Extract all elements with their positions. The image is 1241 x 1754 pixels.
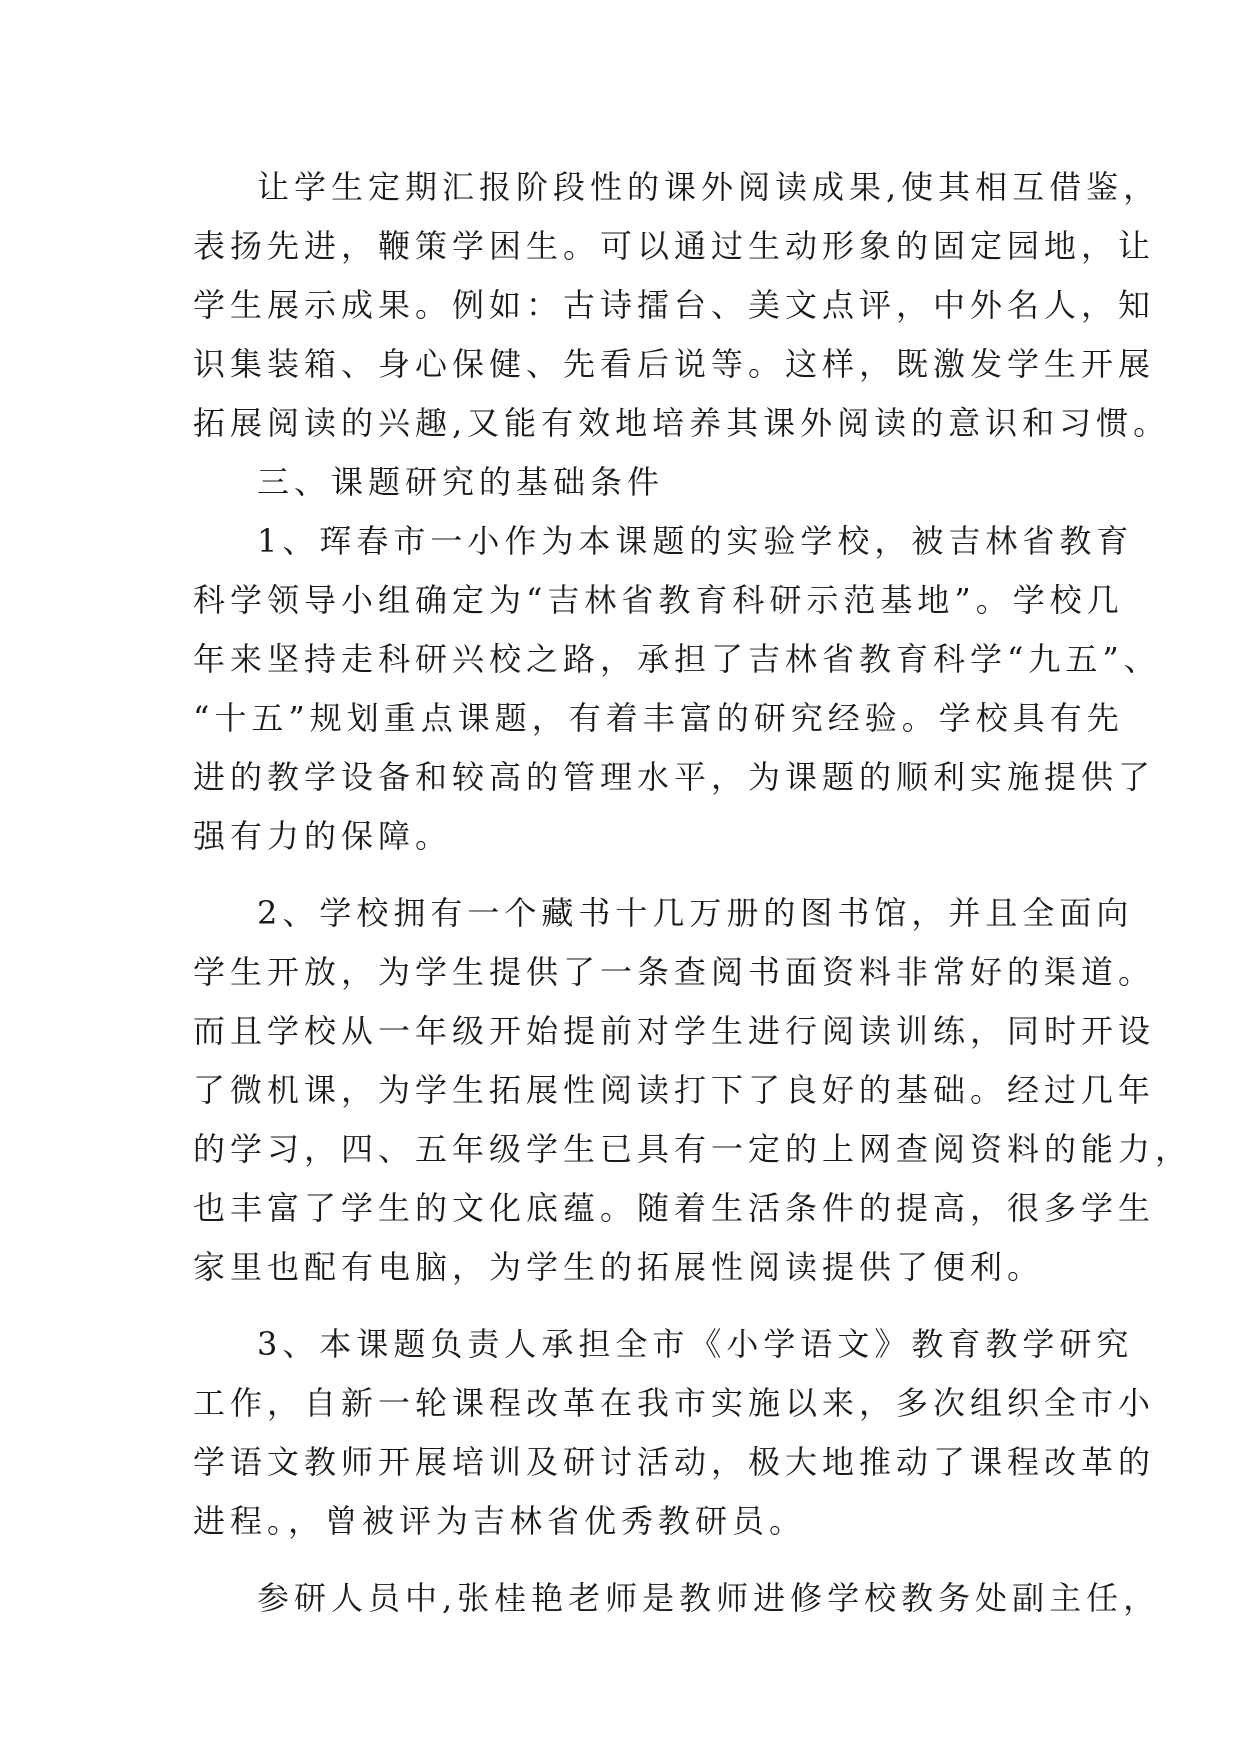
text-line: 进程。，曾被评为吉林省优秀教研员。 — [193, 1502, 807, 1540]
text-line: “十五”规划重点课题，有着丰富的研究经验。学校具有先 — [193, 699, 1124, 737]
text-line: 了微机课，为学生拓展性阅读打下了良好的基础。经过几年 — [193, 1071, 1156, 1109]
text-line: 1、珲春市一小作为本课题的实验学校，被吉林省教育 — [257, 522, 1134, 560]
text-line: 科学领导小组确定为“吉林省教育科研示范基地”。学校几 — [193, 581, 1124, 619]
text-line: 也丰富了学生的文化底蕴。随着生活条件的提高，很多学生 — [193, 1189, 1156, 1227]
text-line: 表扬先进，鞭策学困生。可以通过生动形象的固定园地，让 — [193, 227, 1156, 265]
text-line: 进的教学设备和较高的管理水平，为课题的顺利实施提供了 — [193, 758, 1156, 796]
text-line: 2、学校拥有一个藏书十几万册的图书馆，并且全面向 — [257, 894, 1134, 932]
text-line: 让学生定期汇报阶段性的课外阅读成果,使其相互借鉴， — [257, 168, 1161, 206]
body-text — [193, 158, 1193, 1628]
text-line: 识集装箱、身心保健、先看后说等。这样，既激发学生开展 — [193, 345, 1156, 383]
text-line: 的学习，四、五年级学生已具有一定的上网查阅资料的能力， — [193, 1130, 1193, 1168]
text-line: 而且学校从一年级开始提前对学生进行阅读训练，同时开设 — [193, 1012, 1156, 1050]
text-line: 学语文教师开展培训及研讨活动，极大地推动了课程改革的 — [193, 1443, 1156, 1481]
section-heading: 三、课题研究的基础条件 — [257, 463, 665, 501]
text-line: 拓展阅读的兴趣,又能有效地培养其课外阅读的意识和习惯。 — [193, 404, 1171, 442]
text-line: 家里也配有电脑，为学生的拓展性阅读提供了便利。 — [193, 1248, 1045, 1286]
text-line: 工作，自新一轮课程改革在我市实施以来，多次组织全市小 — [193, 1384, 1156, 1422]
text-line: 3、本课题负责人承担全市《小学语文》教育教学研究 — [257, 1325, 1134, 1363]
text-line: 参研人员中,张桂艳老师是教师进修学校教务处副主任， — [257, 1579, 1161, 1617]
text-line: 学生展示成果。例如：古诗擂台、美文点评，中外名人，知 — [193, 286, 1156, 324]
text-line: 年来坚持走科研兴校之路，承担了吉林省教育科学“九五”、 — [193, 640, 1161, 678]
text-line: 学生开放，为学生提供了一条查阅书面资料非常好的渠道。 — [193, 953, 1156, 991]
text-line: 强有力的保障。 — [193, 817, 453, 855]
